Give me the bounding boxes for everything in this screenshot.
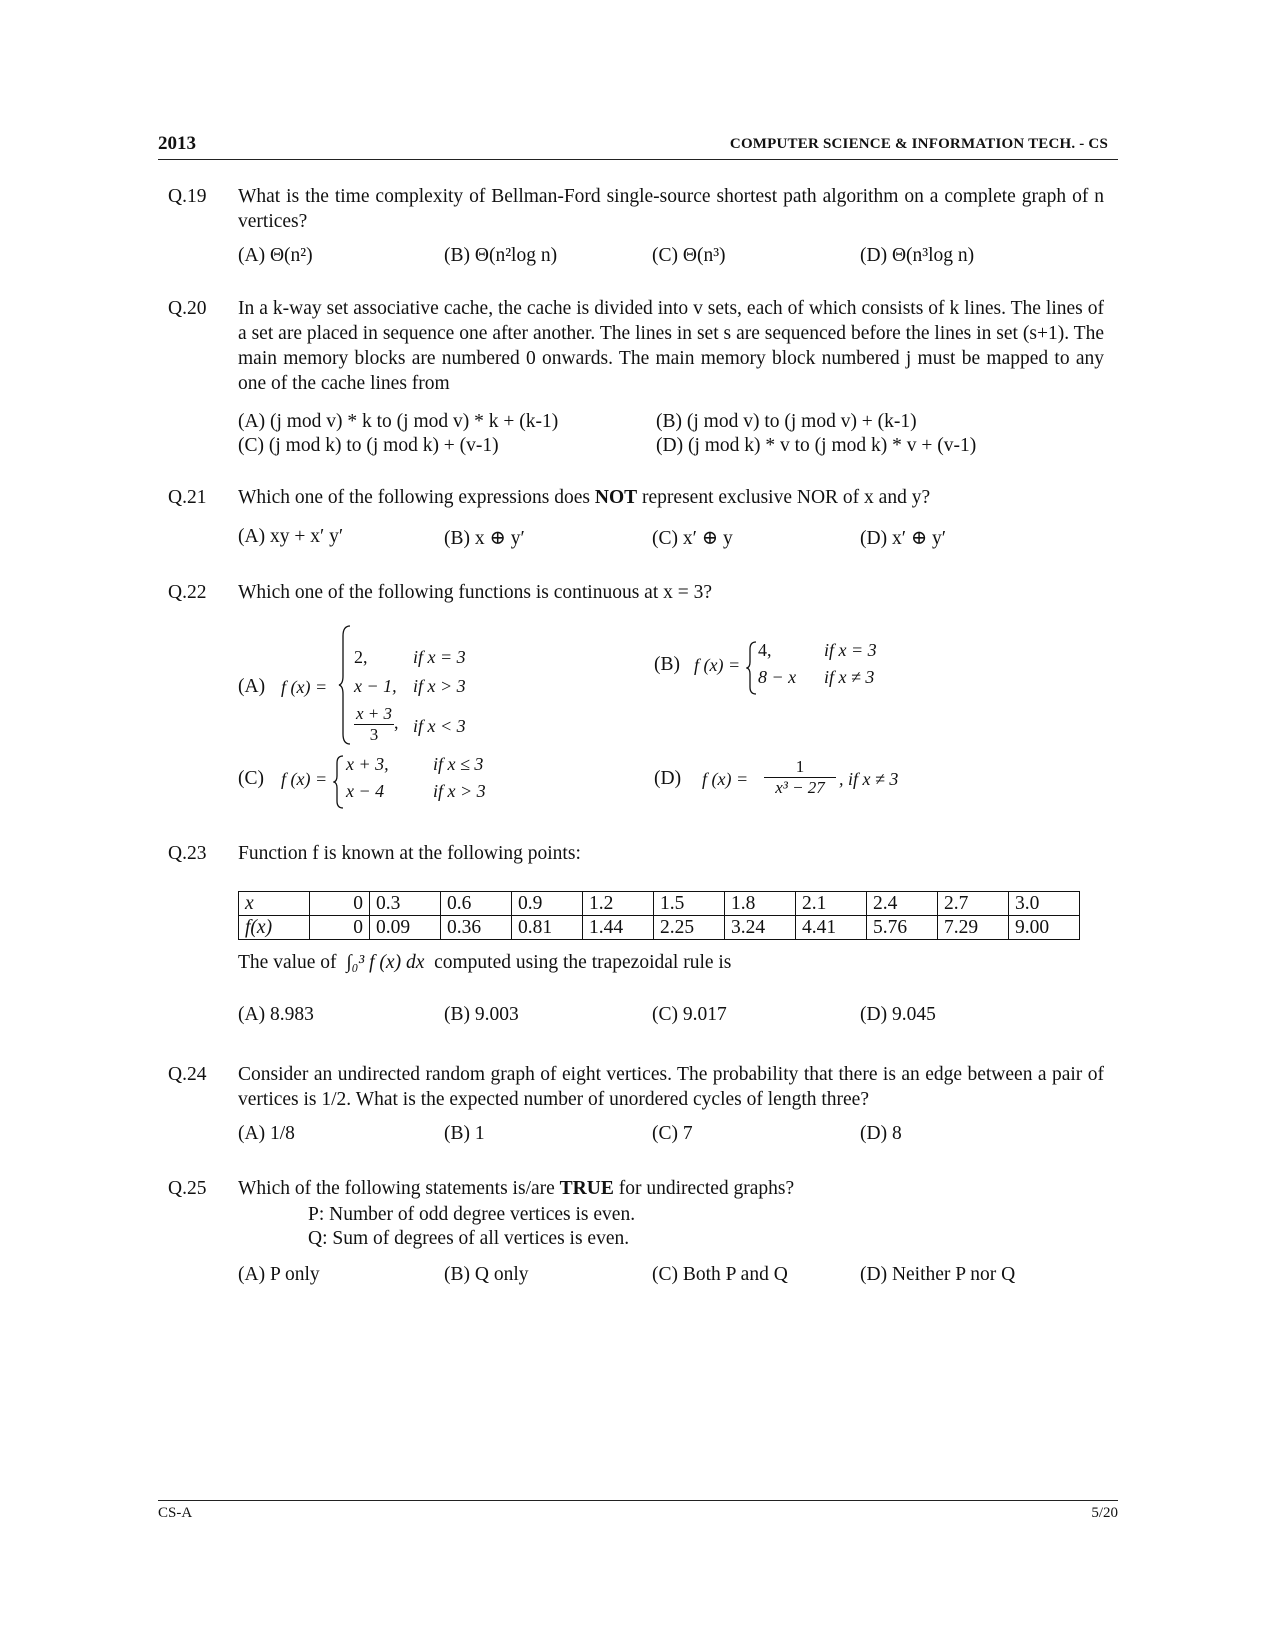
left-brace-icon: [333, 754, 345, 810]
footer-page-number: 5/20: [1091, 1505, 1118, 1521]
left-brace-icon: [338, 624, 352, 746]
q20-option-b: (B) (j mod v) to (j mod v) + (k-1): [656, 411, 917, 432]
question-number: Q.24: [168, 1064, 207, 1085]
function-name: f (x) =: [694, 655, 741, 675]
question-text: Consider an undirected random graph of eight vertices. The probability that there is an edge between a pair of vertices is 1/2. What is the expected number of unordered cycles of length three?: [238, 1064, 1104, 1110]
question-text: Which of the following statements is/are TRUE for undirected graphs?: [238, 1178, 795, 1199]
q21-option-b: (B) x ⊕ y′: [444, 528, 525, 549]
q25-option-a: (A) P only: [238, 1264, 320, 1285]
question-number: Q.22: [168, 582, 207, 603]
q24-option-a: (A) 1/8: [238, 1123, 295, 1144]
function-name: f (x) =: [702, 769, 749, 789]
option-label: (C): [238, 768, 264, 789]
question-text: Which one of the following expressions does NOT represent exclusive NOR of x and y?: [238, 487, 931, 508]
table-row-x: x 0 0.3 0.6 0.9 1.2 1.5 1.8 2.1 2.4 2.7 3.0: [239, 892, 1080, 916]
q23-option-b: (B) 9.003: [444, 1004, 519, 1025]
question-number: Q.19: [168, 186, 207, 207]
question-number: Q.20: [168, 298, 207, 319]
question-text: Function f is known at the following points:: [238, 843, 581, 864]
question-number: Q.23: [168, 843, 207, 864]
footer-divider: [158, 1500, 1118, 1501]
q24-option-b: (B) 1: [444, 1123, 485, 1144]
statement-p: P: Number of odd degree vertices is even.: [308, 1204, 636, 1225]
header-subject: COMPUTER SCIENCE & INFORMATION TECH. - CS: [729, 136, 1108, 152]
q19-option-b: (B) Θ(n²log n): [444, 245, 558, 266]
question-text: What is the time complexity of Bellman-Ford single-source shortest path algorithm on a complete graph of n vertices?: [238, 186, 1104, 232]
option-label: (D): [654, 768, 682, 789]
q19-option-c: (C) Θ(n³): [652, 245, 726, 266]
page-header: [158, 133, 1118, 160]
q23-option-a: (A) 8.983: [238, 1004, 314, 1025]
q19-option-d: (D) Θ(n³log n): [860, 245, 975, 266]
q23-integral-statement: The value of ∫₀³ f (x) dx computed using the trapezoidal rule is: [238, 952, 732, 973]
q25-option-b: (B) Q only: [444, 1264, 529, 1285]
option-label: (B): [654, 654, 680, 675]
header-year: 2013: [158, 133, 196, 154]
q22-option-c: (C) f (x) = x + 3, if x ≤ 3 x − 4 if x > 3: [238, 754, 558, 814]
function-name: f (x) =: [281, 677, 328, 697]
table-row-fx: f(x) 0 0.09 0.36 0.81 1.44 2.25 3.24 4.41 5.76 7.29 9.00: [239, 916, 1080, 940]
q22-option-d: (D) f (x) = $\frac{1}{\text{x³ − 27}}$ , if x ≠ 3: [654, 757, 899, 797]
function-name: f (x) =: [281, 769, 328, 789]
statement-q: Q: Sum of degrees of all vertices is even.: [308, 1228, 630, 1249]
function-values-table: [238, 891, 1080, 940]
footer-paper-code: CS-A: [158, 1505, 193, 1521]
question-number: Q.25: [168, 1178, 207, 1199]
q21-option-a: (A) xy + x′ y′: [238, 526, 344, 547]
q23-option-c: (C) 9.017: [652, 1004, 727, 1025]
q20-option-a: (A) (j mod v) * k to (j mod v) * k + (k-1): [238, 411, 559, 432]
q22-option-b: (B) f (x) = 4, if x = 3 8 − x if x ≠ 3: [654, 640, 954, 700]
question-number: Q.21: [168, 487, 207, 508]
q24-option-c: (C) 7: [652, 1123, 693, 1144]
q25-option-d: (D) Neither P nor Q: [860, 1264, 1016, 1285]
question-text: In a k-way set associative cache, the cache is divided into v sets, each of which consists of k lines. The lines of a set are placed in sequence one after another. The lines in set s are sequenced before the lines in set (s+1). The main memory blocks are numbered 0 onwards. The main memory block numbered j must be mapped to any one of the cache lines from: [238, 298, 1104, 394]
q20-option-d: (D) (j mod k) * v to (j mod k) * v + (v-1): [656, 435, 977, 456]
integral-expression: ∫₀³ f (x) dx: [346, 952, 425, 973]
left-brace-icon: [746, 640, 758, 696]
q19-option-a: (A) Θ(n²): [238, 245, 313, 266]
q21-option-c: (C) x′ ⊕ y: [652, 528, 733, 549]
question-text: Which one of the following functions is continuous at x = 3?: [238, 582, 713, 603]
q25-option-c: (C) Both P and Q: [652, 1264, 788, 1285]
q24-option-d: (D) 8: [860, 1123, 902, 1144]
q20-option-c: (C) (j mod k) to (j mod k) + (v-1): [238, 435, 499, 456]
q22-option-a: (A) f (x) = 2, if x = 3 x − 1, if x > 3 $\frac{x + 3}{3}$ , if x < 3: [238, 620, 538, 750]
option-label: (A): [238, 676, 266, 697]
q21-option-d: (D) x′ ⊕ y′: [860, 528, 947, 549]
q23-option-d: (D) 9.045: [860, 1004, 936, 1025]
